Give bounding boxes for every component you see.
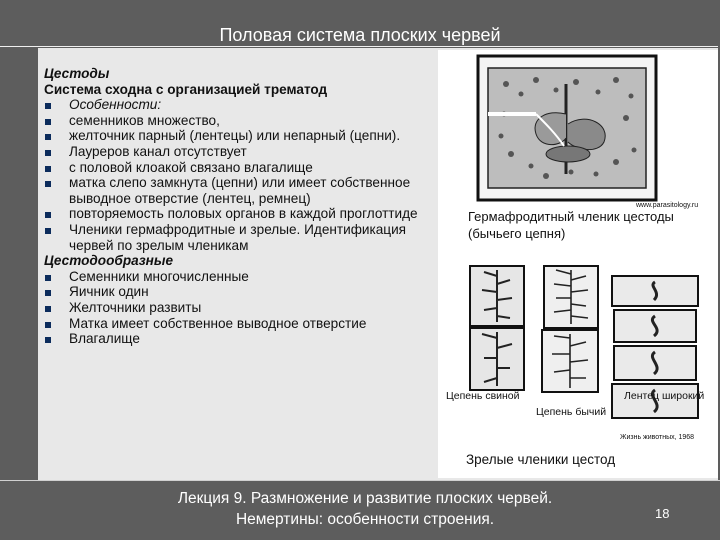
cestodoid-item: Желточники развиты <box>44 300 434 316</box>
source-top: www.parasitology.ru <box>636 202 699 209</box>
cestodes-subheading: Система сходна с организацией трематод <box>44 81 328 97</box>
label-broad-tapeworm: Лентец широкий <box>624 390 705 402</box>
cestode-item: матка слепо замкнута (цепни) или имеет собственное выводное отверстие (лентец, ремнец) <box>44 175 434 206</box>
footer-line-2: Немертины: особенности строения. <box>235 511 495 528</box>
label-pork-tapeworm: Цепень свиной <box>446 390 520 402</box>
cestode-item: с половой клоакой связано влагалище <box>44 160 434 176</box>
cestode-item: повторяемость половых органов в каждой проглоттиде <box>44 206 434 222</box>
title-divider <box>38 46 718 47</box>
text-column <box>44 66 434 347</box>
footer-line-1: Лекция 9. Размножение и развитие плоских червей. <box>177 490 553 507</box>
features-label: Особенности: <box>44 97 434 113</box>
figure-panel <box>438 50 718 478</box>
cestodes-heading: Цестоды <box>44 66 110 81</box>
caption-bottom: Зрелые членики цестод <box>466 452 616 467</box>
slide-title: Половая система плоских червей <box>219 25 501 45</box>
caption-top: Гермафродитный членик цестоды (бычьего цепня) <box>468 209 674 241</box>
cestode-item: Лауреров канал отсутствует <box>44 144 434 160</box>
cestode-item: семенников множество, <box>44 113 434 129</box>
title-divider-left <box>0 46 38 47</box>
cestode-item: Членики гермафродитные и зрелые. Идентификация червей по зрелым членикам <box>44 222 434 253</box>
page-number: 18 <box>655 506 670 521</box>
cestodoid-item: Влагалище <box>44 331 434 347</box>
footer-divider <box>0 480 720 481</box>
cestodoid-item: Матка имеет собственное выводное отверстие <box>44 316 434 332</box>
beef-tapeworm-proglottids <box>538 264 604 394</box>
hermaphroditic-proglottid-illustration <box>476 54 658 202</box>
cestodoid-item: Яичник один <box>44 284 434 300</box>
source-bottom: Жизнь животных, 1968 <box>620 434 695 441</box>
slide-footer <box>90 488 640 530</box>
label-beef-tapeworm: Цепень бычий <box>536 406 607 418</box>
cestode-item: желточник парный (лентецы) или непарный (цепни). <box>44 128 434 144</box>
cestodoid-heading: Цестодообразные <box>44 253 174 269</box>
cestodoid-item: Семенники многочисленные <box>44 269 434 285</box>
pork-tapeworm-proglottids <box>466 264 528 392</box>
